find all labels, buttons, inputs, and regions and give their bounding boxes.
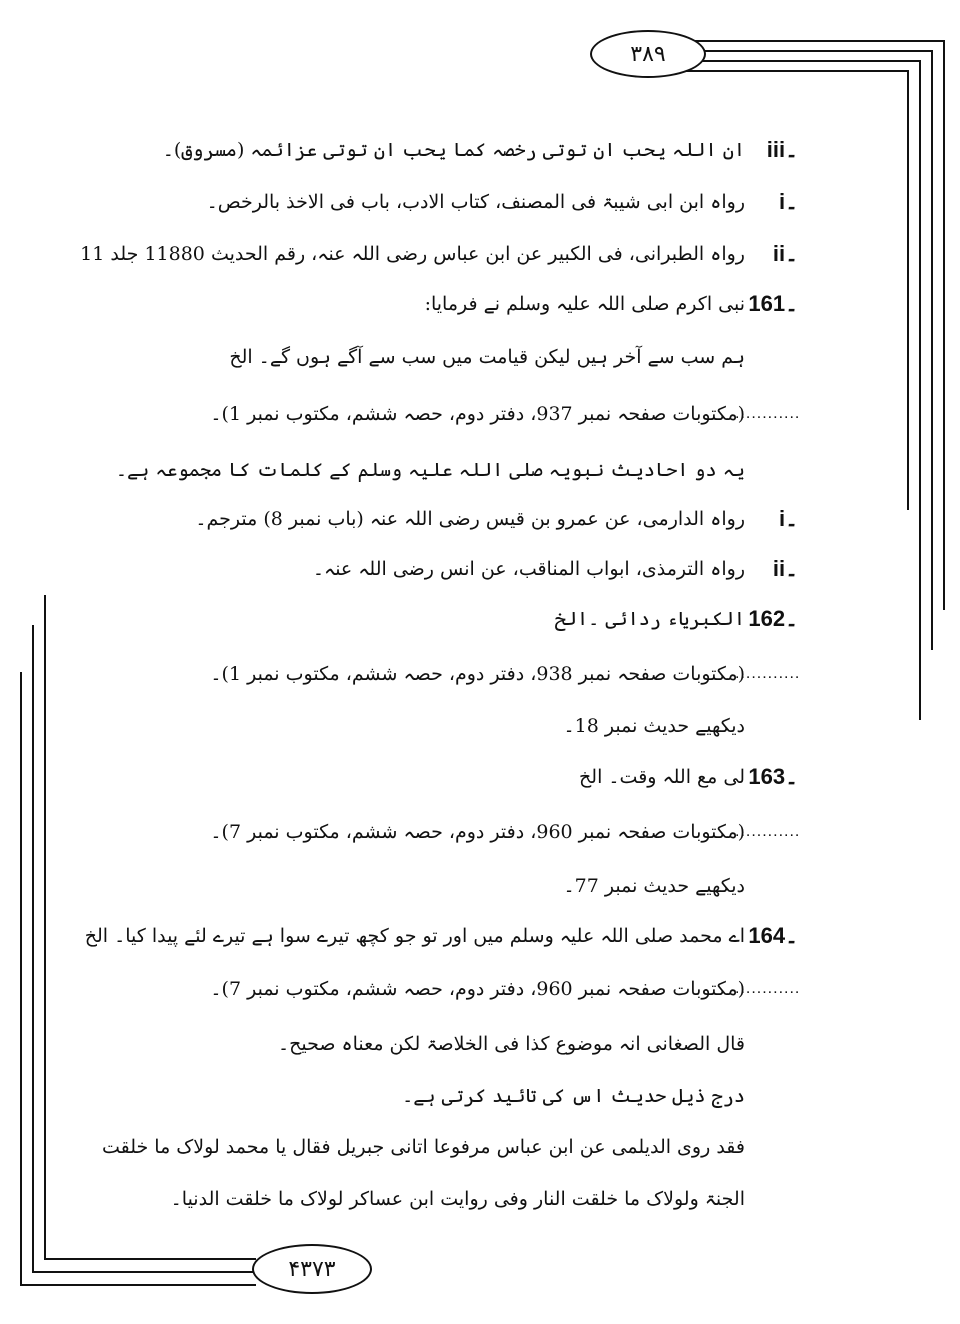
frame-right-line-1 bbox=[943, 40, 945, 610]
line-marker: 163۔ bbox=[748, 764, 798, 789]
text-line: یہ دو احادیث نبویہ صلی اللہ علیہ وسلم کے کلمات کا مجموعہ ہے۔ bbox=[115, 459, 745, 481]
leader-dots: ............ bbox=[735, 405, 801, 422]
text-line: فقد روی الدیلمی عن ابن عباس مرفوعا اتانی جبریل فقال یا محمد لولاک ما خلقت bbox=[101, 1136, 745, 1158]
text-line: الکبریاء ردائی ۔الخ bbox=[554, 608, 745, 630]
line-marker: i۔ bbox=[778, 506, 798, 531]
text-line: اے محمد صلی اللہ علیہ وسلم میں اور تو جو کچھ تیرے سوا ہے تیرے لئے پیدا کیا۔ الخ bbox=[84, 925, 745, 947]
frame-bottom-line-3 bbox=[20, 1284, 256, 1286]
line-marker: 161۔ bbox=[748, 291, 798, 316]
text-line: رواہ الدارمی، عن عمرو بن قیس رضی اللہ عنہ (باب نمبر 8) مترجم۔ bbox=[195, 508, 745, 530]
line-marker: 162۔ bbox=[748, 606, 798, 631]
line-marker: 164۔ bbox=[748, 923, 798, 948]
leader-dots: ............ bbox=[735, 980, 801, 997]
bottom-page-number: ۴۳۷۳ bbox=[252, 1244, 372, 1294]
text-line: رواہ ابن ابی شیبۃ فی المصنف، کتاب الادب، باب فی الاخذ بالرخص۔ bbox=[206, 191, 745, 213]
frame-bottom-line-1 bbox=[44, 1258, 256, 1260]
frame-right-line-2 bbox=[931, 50, 933, 650]
line-marker: ii۔ bbox=[772, 241, 798, 266]
text-line: ان اللہ یحب ان توتی رخصہ کما یحب ان توتی عزائمہ (مسروق)۔ bbox=[162, 139, 745, 161]
text-line: دیکھیے حدیث نمبر 18۔ bbox=[563, 715, 745, 737]
leader-dots: ............ bbox=[735, 823, 801, 840]
text-line: لی مع اللہ وقت۔ الخ bbox=[579, 766, 745, 788]
text-line: نبی اکرم صلی اللہ علیہ وسلم نے فرمایا: bbox=[424, 293, 745, 315]
frame-left-line-3 bbox=[20, 672, 22, 1285]
text-line: رواہ الطبرانی، فی الکبیر عن ابن عباس رضی اللہ عنہ، رقم الحدیث 11880 جلد 11 bbox=[80, 243, 745, 265]
text-line: درج ذیل حدیث اس کی تائید کرتی ہے۔ bbox=[402, 1085, 745, 1107]
text-line: دیکھیے حدیث نمبر 77۔ bbox=[563, 875, 745, 897]
text-line: رواہ الترمذی، ابواب المناقب، عن انس رضی اللہ عنہ۔ bbox=[312, 558, 745, 580]
frame-left-line-1 bbox=[44, 595, 46, 1260]
text-line: (مکتوبات صفحہ نمبر 960، دفتر دوم، حصہ ششم، مکتوب نمبر 7)۔ bbox=[210, 821, 745, 843]
frame-bottom-line-2 bbox=[32, 1271, 256, 1273]
frame-top-line-4 bbox=[665, 70, 909, 72]
frame-right-line-3 bbox=[919, 60, 921, 720]
text-line: (مکتوبات صفحہ نمبر 960، دفتر دوم، حصہ ششم، مکتوب نمبر 7)۔ bbox=[210, 978, 745, 1000]
text-line: (مکتوبات صفحہ نمبر 937، دفتر دوم، حصہ ششم، مکتوب نمبر 1)۔ bbox=[210, 403, 745, 425]
line-marker: i۔ bbox=[778, 189, 798, 214]
line-marker: ii۔ bbox=[772, 556, 798, 581]
frame-left-line-2 bbox=[32, 625, 34, 1273]
line-marker: iii۔ bbox=[766, 137, 798, 162]
text-line: قال الصغانی انہ موضوع کذا فی الخلاصۃ لکن معناہ صحیح۔ bbox=[277, 1033, 745, 1055]
frame-top-line-1 bbox=[665, 40, 945, 42]
frame-right-line-4 bbox=[907, 70, 909, 510]
top-page-number: ۳۸۹ bbox=[590, 30, 706, 78]
text-line: ہم سب سے آخر ہیں لیکن قیامت میں سب سے آگے ہوں گے۔ الخ bbox=[229, 346, 745, 368]
text-line: (مکتوبات صفحہ نمبر 938، دفتر دوم، حصہ ششم، مکتوب نمبر 1)۔ bbox=[210, 663, 745, 685]
leader-dots: ............ bbox=[735, 665, 801, 682]
text-line: الجنۃ ولولاک ما خلقت النار وفی روایت ابن عساکر لولاک ما خلقت الدنیا۔ bbox=[170, 1188, 745, 1210]
